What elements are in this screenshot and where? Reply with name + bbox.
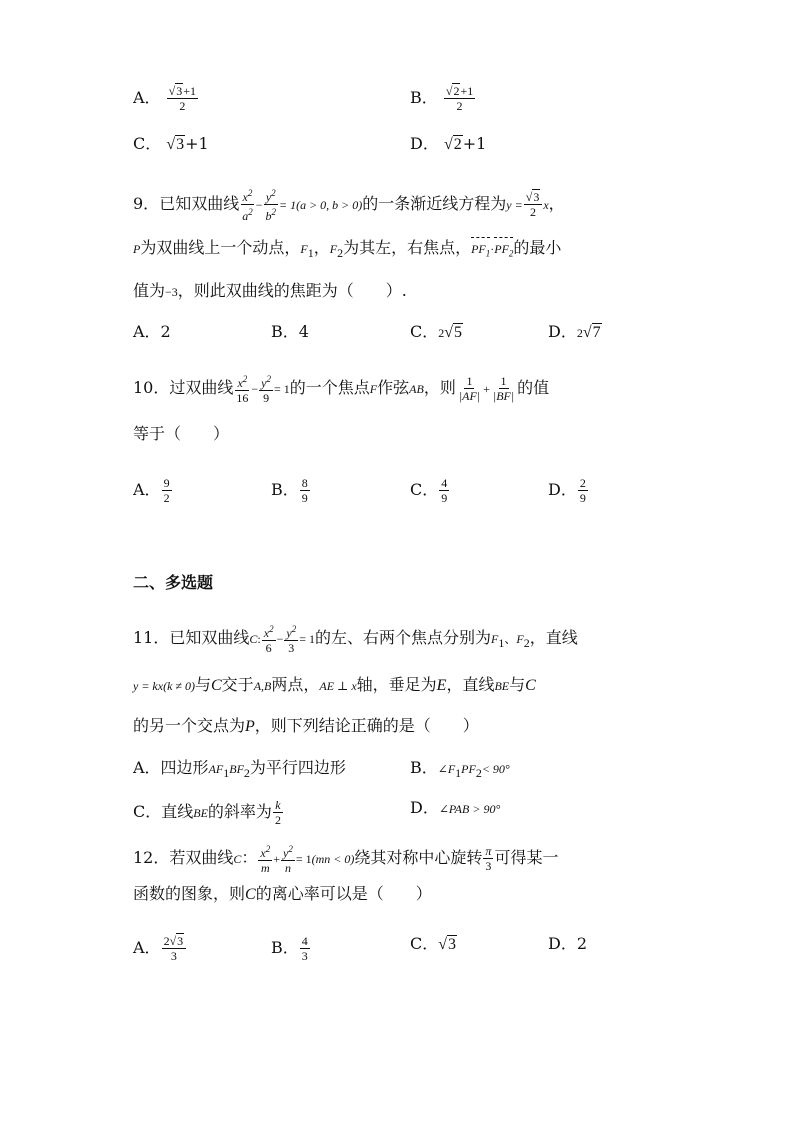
q10-option-d: D． $\frac{2}{9}$	[548, 476, 586, 505]
section-title: 二、多选题	[133, 573, 214, 592]
q9-line-1: 9．已知双曲线 $\frac{x^2}{a^2}$ − $\frac{y^2}{b^2}$ = 1(a > 0, b > 0)的一条渐近线方程为y = $\frac{√3}{2}$ x，	[133, 188, 565, 223]
q12-option-b: B． $\frac{4}{3}$	[271, 934, 308, 963]
q11-option-b: B．$\angle F_1PF_2< 90^\circ$	[410, 758, 510, 781]
q12-option-c: C．√3	[410, 934, 457, 953]
q8-option-d: D． √2+1	[410, 134, 487, 153]
q11-line-3: 的另一个交点为P，则下列结论正确的是（ ）	[133, 716, 479, 735]
q9-option-c: C．2√5	[410, 322, 463, 341]
q9-option-d: D．2√7	[548, 322, 601, 341]
q9-line-2: P为双曲线上一个动点，$F_1$，$F_2$为其左，右焦点，$PF_1\cdot PF_2$的最小	[133, 238, 561, 263]
q12-option-a: A． $\frac{2√3}{3}$	[133, 934, 187, 963]
q10-option-c: C． $\frac{4}{9}$	[410, 476, 448, 505]
q11-option-d: D．∠PAB > 90°	[410, 798, 501, 817]
q11-line-1: 11．已知双曲线C: $\frac{x^2}{6}$ − $\frac{y^2}{3}$ = 1的左、右两个焦点分别为$F_1$、$F_2$，直线	[133, 624, 578, 655]
q9-line-3: 值为−3，则此双曲线的焦距为（ ）.	[133, 281, 407, 300]
q8-option-c: C． √3+1	[133, 134, 209, 153]
q12-option-d: D．2	[548, 934, 588, 953]
q9-option-b: B．4	[271, 322, 309, 341]
q10-line-1: 10．过双曲线 $\frac{x^2}{16}$ − $\frac{y^2}{9}$ = 1的一个焦点F作弦AB，则 $\frac{1}{|AF|}$ + $\frac{1}{|BF|}$ 的值	[133, 374, 550, 405]
q11-line-2: y = kx(k ≠ 0)与C交于A,B两点，AE ⊥ x轴，垂足为E，直线BE与C	[133, 675, 536, 694]
q11-option-a: A．四边形$AF_1BF_2$为平行四边形	[133, 758, 346, 781]
q9-option-a: A．2	[133, 322, 171, 341]
q12-line-1: 12．若双曲线C： $\frac{x^2}{m}$ + $\frac{y^2}{n}$ = 1(mn < 0)绕其对称中心旋转 $\frac{\pi}{3}$ 可得某一	[133, 844, 559, 875]
q8-option-a: A． $\frac{√3+1}{2}$	[133, 84, 197, 113]
q12-line-2: 函数的图象，则C的离心率可以是（ ）	[133, 884, 432, 903]
q8-option-b: B． $\frac{√2+1}{2}$	[410, 84, 474, 113]
q10-option-a: A． $\frac{9}{2}$	[133, 476, 170, 505]
q10-option-b: B． $\frac{8}{9}$	[271, 476, 308, 505]
q10-line-2: 等于（ ）	[133, 424, 230, 443]
q11-option-c: C．直线BE的斜率为 $\frac{k}{2}$	[133, 798, 281, 827]
